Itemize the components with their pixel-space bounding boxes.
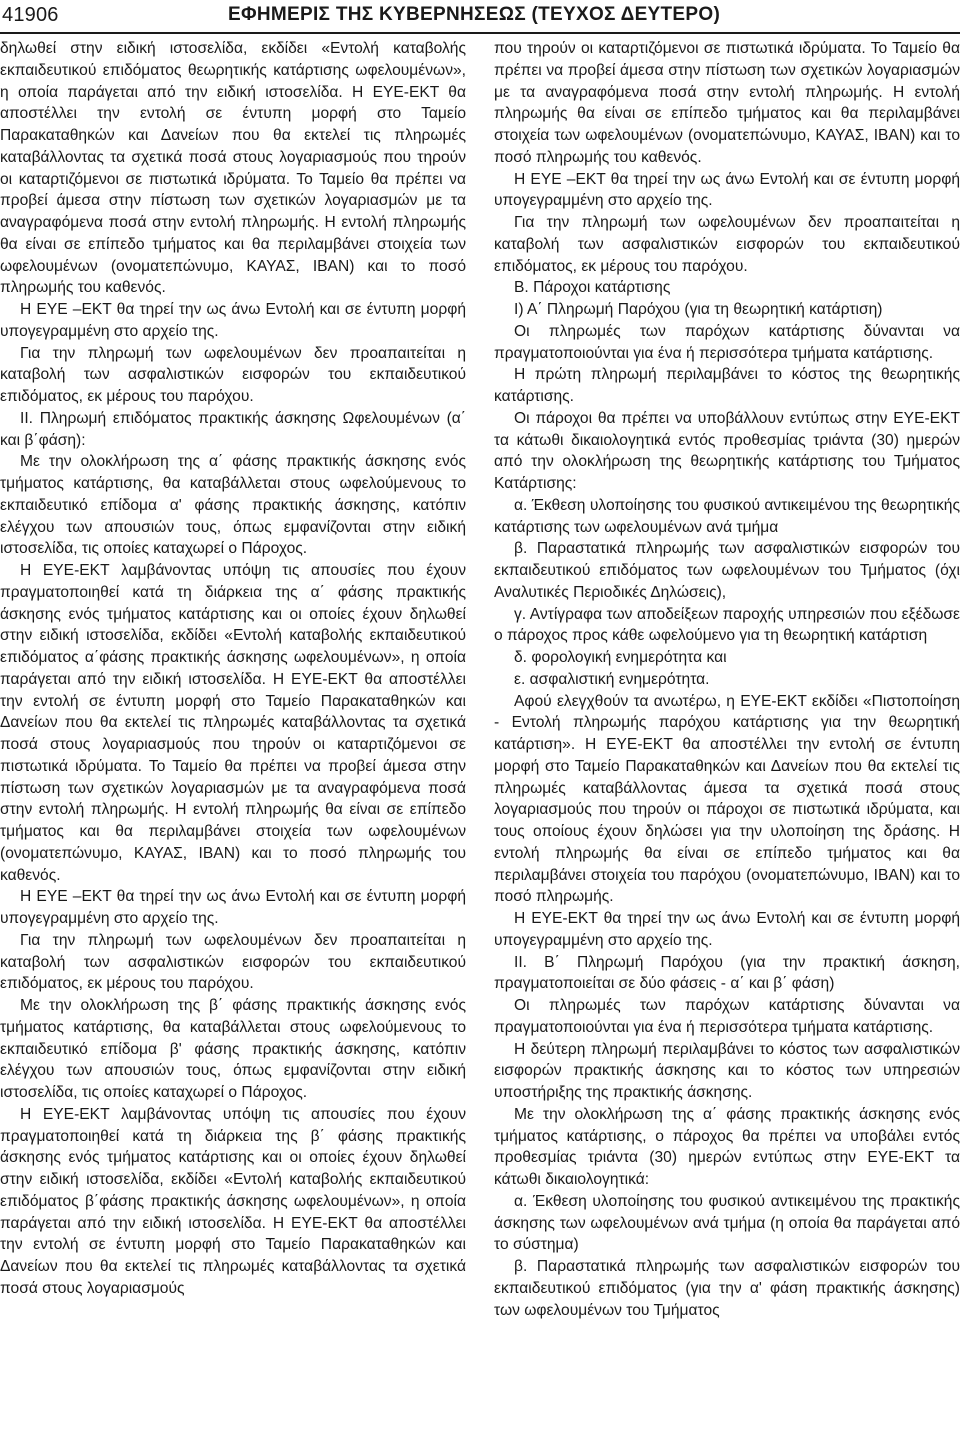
paragraph: Με την ολοκλήρωση της α΄ φάσης πρακτικής άσκησης ενός τμήματος κατάρτισης, ο πάροχος θα πρέπει να υποβάλει εντός προθεσμίας τριάντα (30) ημερών εντύπως στην ΕΥΕ-ΕΚΤ τα κάτωθι δικαιολογητικά: — [494, 1105, 960, 1188]
list-item: α. Έκθεση υλοποίησης του φυσικού αντικειμένου της θεωρητικής κατάρτισης των ωφελουμένων ανά τμήμα — [494, 496, 960, 536]
paragraph: Η ΕΥΕ-ΕΚΤ θα τηρεί την ως άνω Εντολή και σε έντυπη μορφή υπογεγραμμένη στο αρχείο της. — [494, 910, 960, 949]
page-header — [0, 0, 960, 36]
list-item: α. Έκθεση υλοποίησης του φυσικού αντικειμένου της πρακτικής άσκησης των ωφελουμένων ανά τμήμα (η οποία θα παράγεται από το σύστημα) — [494, 1192, 960, 1254]
list-item: β. Παραστατικά πληρωμής των ασφαλιστικών εισφορών του εκπαιδευτικού επιδόματος (για την α' φάση πρακτικής άσκησης) των ωφελουμένων του Τμήματος — [494, 1258, 960, 1319]
list-item: γ. Αντίγραφα των αποδείξεων παροχής υπηρεσιών που εξέδωσε ο πάροχος προς κάθε ωφελούμενο για τη θεωρητική κατάρτιση — [494, 605, 960, 645]
section-heading: ΙΙ. Πληρωμή επιδόματος πρακτικής άσκησης Ωφελουμένων (α΄ και β΄φάση): — [0, 409, 466, 449]
paragraph: που τηρούν οι καταρτιζόμενοι σε πιστωτικά ιδρύματα. Το Ταμείο θα πρέπει να προβεί άμεσα στην πίστωση των σχετικών λογαριασμών με τα αναγραφόμενα ποσά στην εντολή πληρωμής. Η εντολή πληρωμής θα είναι σε επίπεδο τμήματος και θα περιλαμβάνει στοιχεία των ωφελουμένων (ονοματεπώνυμο, ΚΑΥΑΣ, ΙΒΑΝ) και το ποσό πληρωμής του καθενός. — [494, 40, 960, 166]
paragraph: Για την πληρωμή των ωφελουμένων δεν προαπαιτείται η καταβολή των ασφαλιστικών εισφορών του εκπαιδευτικού επιδόματος, εκ μέρους του παρόχου. — [0, 931, 466, 993]
section-heading: Ι) Α΄ Πληρωμή Παρόχου (για τη θεωρητική κατάρτιση) — [514, 301, 883, 318]
paragraph: Για την πληρωμή των ωφελουμένων δεν προαπαιτείται η καταβολή των ασφαλιστικών εισφορών του εκπαιδευτικού επιδόματος, εκ μέρους του παρόχου. — [494, 214, 960, 275]
left-column — [0, 38, 466, 1428]
paragraph: Αφού ελεγχθούν τα ανωτέρω, η ΕΥΕ-ΕΚΤ εκδίδει «Πιστοποίηση - Εντολή πληρωμής παρόχου κατάρτισης για την θεωρητική κατάρτιση». Η ΕΥΕ-ΕΚΤ θα αποστέλλει την εντολή σε έντυπη μορφή στο Ταμείο Παρακαταθηκών και Δανείων που θα εκτελεί τις πληρωμές καταβάλλοντας άμεσα τα σχετικά ποσά στους λογαριασμούς που τηρούν οι πάροχοι σε πιστωτικά ιδρύματα, και τους οποίους έχουν δηλώσει για την υλοποίηση της δράσης. Η εντολή πληρωμής θα είναι σε επίπεδο τμήματος και θα περιλαμβάνει στοιχεία του παρόχου (ονοματεπώνυμο, ΙΒΑΝ) και το ποσό πληρωμής. — [494, 692, 960, 906]
paragraph: Η δεύτερη πληρωμή περιλαμβάνει το κόστος των ασφαλιστικών εισφορών πρακτικής άσκησης και το κόστος των υπηρεσιών υποστήριξης της πρακτικής άσκησης. — [494, 1040, 960, 1101]
paragraph: Για την πληρωμή των ωφελουμένων δεν προαπαιτείται η καταβολή των ασφαλιστικών εισφορών του εκπαιδευτικού επιδόματος, εκ μέρους του παρόχου. — [0, 344, 466, 405]
page-number: 41906 — [2, 4, 59, 26]
paragraph: δηλωθεί στην ειδική ιστοσελίδα, εκδίδει «Εντολή καταβολής εκπαιδευτικού επιδόματος θεωρητικής κατάρτισης ωφελουμένων», η οποία παράγεται από την ειδική ιστοσελίδα. Η ΕΥΕ-ΕΚΤ θα αποστέλλει την εντολή σε έντυπη μορφή στο Ταμείο Παρακαταθηκών και Δανείων που θα εκτελεί τις πληρωμές καταβάλλοντας τα σχετικά ποσά στους λογαριασμούς που τηρούν οι καταρτιζόμενοι σε πιστωτικά ιδρύματα. Το Ταμείο θα πρέπει να προβεί άμεσα στην πίστωση των σχετικών λογαριασμών με τα αναγραφόμενα ποσά στην εντολή πληρωμής. Η εντολή πληρωμής θα είναι σε επίπεδο τμήματος και θα περιλαμβάνει στοιχεία των ωφελουμένων (ονοματεπώνυμο, ΚΑΥΑΣ, ΙΒΑΝ) και το ποσό πληρωμής του καθενός. — [0, 40, 466, 297]
section-heading: Β. Πάροχοι κατάρτισης — [514, 279, 671, 297]
paragraph: Η πρώτη πληρωμή περιλαμβάνει το κόστος της θεωρητικής κατάρτισης. — [494, 366, 960, 405]
paragraph: Η ΕΥΕ –ΕΚΤ θα τηρεί την ως άνω Εντολή και σε έντυπη μορφή υπογεγραμμένη στο αρχείο της. — [0, 301, 466, 340]
paragraph: Η ΕΥΕ-ΕΚΤ λαμβάνοντας υπόψη τις απουσίες που έχουν πραγματοποιηθεί κατά τη διάρκεια της β΄ φάσης πρακτικής άσκησης ενός τμήματος κατάρτισης και οι οποίες έχουν δηλωθεί στην ειδική ιστοσελίδα, εκδίδει «Εντολή καταβολής εκπαιδευτικού επιδόματος β΄φάσης πρακτικής άσκησης ωφελουμένων», η οποία παράγεται από την ειδική ιστοσελίδα. Η ΕΥΕ-ΕΚΤ θα αποστέλλει την εντολή σε έντυπη μορφή στο Ταμείο Παρακαταθηκών και Δανείων που θα εκτελεί τις πληρωμές καταβάλλοντας τα σχετικά ποσά στους λογαριασμούς — [0, 1105, 466, 1297]
paragraph: Οι πάροχοι θα πρέπει να υποβάλλουν εντύπως στην ΕΥΕ-ΕΚΤ τα κάτωθι δικαιολογητικά εντός προθεσμίας τριάντα (30) ημερών από την ολοκλήρωση της θεωρητικής κατάρτισης του Τμήματος Κατάρτισης: — [494, 409, 960, 492]
paragraph: Η ΕΥΕ –ΕΚΤ θα τηρεί την ως άνω Εντολή και σε έντυπη μορφή υπογεγραμμένη στο αρχείο της. — [0, 888, 466, 927]
paragraph: Οι πληρωμές των παρόχων κατάρτισης δύνανται να πραγματοποιούνται για ένα ή περισσότερα τμήματα κατάρτισης. — [494, 997, 960, 1036]
paragraph: Με την ολοκλήρωση της α΄ φάσης πρακτικής άσκησης ενός τμήματος κατάρτισης, θα καταβάλλεται στους ωφελούμενους το εκπαιδευτικό επίδομα α' φάσης πρακτικής άσκησης, κατόπιν ελέγχου των απουσιών τους, όπως εμφανίζονται στην ειδική ιστοσελίδα, τις οποίες καταχωρεί ο Πάροχος. — [0, 453, 466, 558]
paragraph: Η ΕΥΕ-ΕΚΤ λαμβάνοντας υπόψη τις απουσίες που έχουν πραγματοποιηθεί κατά τη διάρκεια της α΄ φάσης πρακτικής άσκησης ενός τμήματος κατάρτισης και οι οποίες έχουν δηλωθεί στην ειδική ιστοσελίδα, εκδίδει «Εντολή καταβολής εκπαιδευτικού επιδόματος α΄φάσης πρακτικής άσκησης ωφελουμένων», η οποία παράγεται από την ειδική ιστοσελίδα. Η ΕΥΕ-ΕΚΤ θα αποστέλλει την εντολή σε έντυπη μορφή στο Ταμείο Παρακαταθηκών και Δανείων που θα εκτελεί τις πληρωμές καταβάλλοντας τα σχετικά ποσά στους λογαριασμούς που τηρούν οι καταρτιζόμενοι σε πιστωτικά ιδρύματα. Το Ταμείο θα πρέπει να προβεί άμεσα στην πίστωση των σχετικών λογαριασμών με τα αναγραφόμενα ποσά στην εντολή πληρωμής. Η εντολή πληρωμής θα είναι σε επίπεδο τμήματος και θα περιλαμβάνει στοιχεία των ωφελουμένων (ονοματεπώνυμο, ΚΑΥΑΣ, ΙΒΑΝ) και το ποσό πληρωμής του καθενός. — [0, 562, 466, 884]
paragraph: Η ΕΥΕ –ΕΚΤ θα τηρεί την ως άνω Εντολή και σε έντυπη μορφή υπογεγραμμένη στο αρχείο της. — [494, 170, 960, 210]
section-heading: ΙΙ. Β΄ Πληρωμή Παρόχου (για την πρακτική άσκηση, πραγματοποιείται σε δύο φάσεις - α΄ και β΄ φάση) — [494, 953, 960, 993]
paragraph: Οι πληρωμές των παρόχων κατάρτισης δύνανται να πραγματοποιούνται για ένα ή περισσότερα τμήματα κατάρτισης. — [494, 322, 960, 362]
right-column — [494, 38, 960, 1428]
list-item: δ. φορολογική ενημερότητα και — [514, 649, 727, 666]
paragraph: Με την ολοκλήρωση της β΄ φάσης πρακτικής άσκησης ενός τμήματος κατάρτισης, θα καταβάλλεται στους ωφελούμενους το εκπαιδευτικό επίδομα β' φάσης πρακτικής άσκησης, κατόπιν ελέγχου των απουσιών τους, όπως εμφανίζονται στην ειδική ιστοσελίδα, τις οποίες καταχωρεί ο Πάροχος. — [0, 997, 466, 1101]
header-rule — [0, 32, 960, 34]
text-columns — [0, 38, 960, 1428]
list-item: ε. ασφαλιστική ενημερότητα. — [514, 670, 710, 688]
list-item: β. Παραστατικά πληρωμής των ασφαλιστικών εισφορών του εκπαιδευτικού επιδόματος των ωφελουμένων του Τμήματος (όχι Αναλυτικές Περιοδικές Δηλώσεις), — [494, 540, 960, 601]
journal-title: ΕΦΗΜΕΡΙΣ ΤΗΣ ΚΥΒΕΡΝΗΣΕΩΣ (ΤΕΥΧΟΣ ΔΕΥΤΕΡΟ) — [228, 4, 721, 25]
